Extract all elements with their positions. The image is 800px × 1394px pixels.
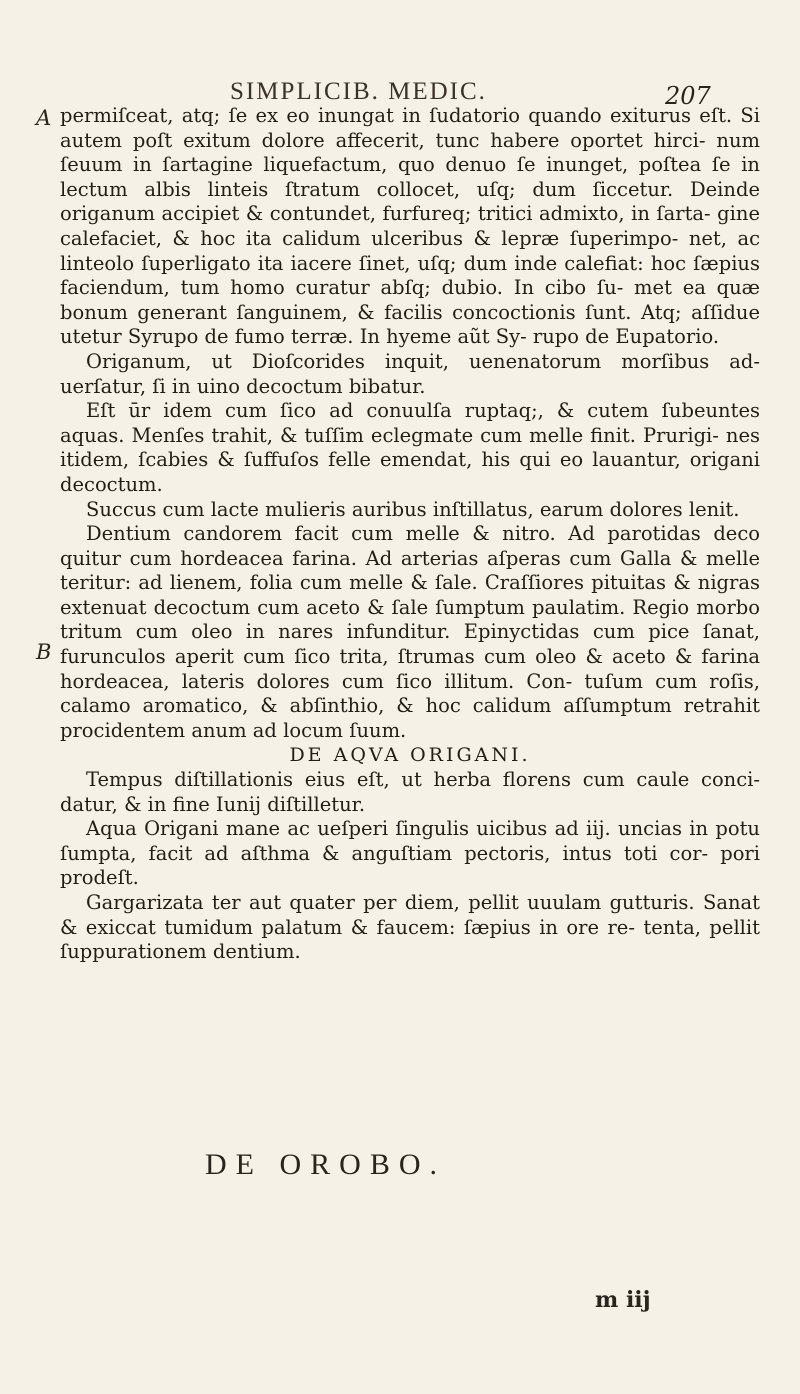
paragraph-4: Succus cum lacte mulieris auribus inſtillatus, earum dolores lenit. <box>86 497 740 521</box>
section-heading-de-orobo: DE OROBO. <box>205 1148 447 1181</box>
paragraph-1: permiſceat, atq; ſe ex eo inungat in ſudatorio quando exiturus eſt. Si autem poſt exitum dolore affecerit, tunc habere oportet hirci- num ſeuum in ſartagine liquefactum, quo denuo ſe inunget, poſtea ſe in lectum albis linteis ſtratum collocet, uſq; dum ſiccetur. Deinde origanum accipiet & contundet, furfureq; tritici admixto, in ſarta- gine calefaciet, & hoc ita calidum ulceribus & lepræ ſuperimpo- net, ac linteolo ſuperligato ita iacere ſinet, uſq; dum inde calefiat: hoc ſæpius faciendum, tum homo curatur abſq; dubio. In cibo ſu- met ea quæ bonum generant ſanguinem, & facilis concoctionis ſunt. Atq; aſſidue utetur Syrupo de fumo terræ. In hyeme aũt Sy- rupo de Eupatorio. <box>60 104 760 349</box>
paragraph-aqua-2: Aqua Origani mane ac ueſperi ſingulis uicibus ad iij. uncias in potu ſumpta, facit ad aſthma & anguſtiam pectoris, intus toti cor- pori prodeſt. <box>60 817 760 890</box>
main-text <box>60 104 760 965</box>
margin-letter-b: B <box>36 640 52 664</box>
page-number: 207 <box>665 82 711 110</box>
section-heading-aqua-origani: DE AQVA ORIGANI. <box>289 744 531 767</box>
margin-letter-a: A <box>36 106 52 130</box>
paragraph-aqua-3: Gargarizata ter aut quater per diem, pellit uuulam gutturis. Sanat & exiccat tumidum palatum & faucem: ſæpius in ore re- tenta, pellit ſuppurationem dentium. <box>60 891 760 964</box>
paragraph-5: Dentium candorem facit cum melle & nitro. Ad parotidas deco quitur cum hordeacea farina. Ad arterias aſperas cum Galla & melle teritur: ad lienem, folia cum melle & ſale. Craſſiores pituitas & nigras extenuat decoctum cum aceto & ſale ſumptum paulatim. Regio morbo tritum cum oleo in nares infunditur. Epinyctidas cum pice ſanat, furunculos aperit cum ſico trita, ſtrumas cum oleo & aceto & farina hordeacea, lateris dolores cum ſico illitum. Con- tuſum cum roſis, calamo aromatico, & abſinthio, & hoc calidum aſſumptum retrahit procidentem anum ad locum ſuum. <box>60 522 760 742</box>
signature-mark: m iij <box>595 1287 651 1313</box>
paragraph-3: Eſt ūr idem cum ſico ad conuulſa ruptaq;, & cutem ſubeuntes aquas. Menſes trahit, & tuſſim eclegmate cum melle finit. Prurigi- nes itidem, ſcabies & ſuffuſos felle emendat, his qui eo lauantur, origani decoctum. <box>60 399 760 496</box>
paragraph-2: Origanum, ut Dioſcorides inquit, uenenatorum morſibus ad- uerſatur, ſi in uino decoctum bibatur. <box>60 349 760 398</box>
running-title: SIMPLICIB. MEDIC. <box>230 78 487 105</box>
paragraph-aqua-1: Tempus diſtillationis eius eſt, ut herba florens cum caule conci- datur, & in fine Iunij diſtilletur. <box>60 768 760 816</box>
